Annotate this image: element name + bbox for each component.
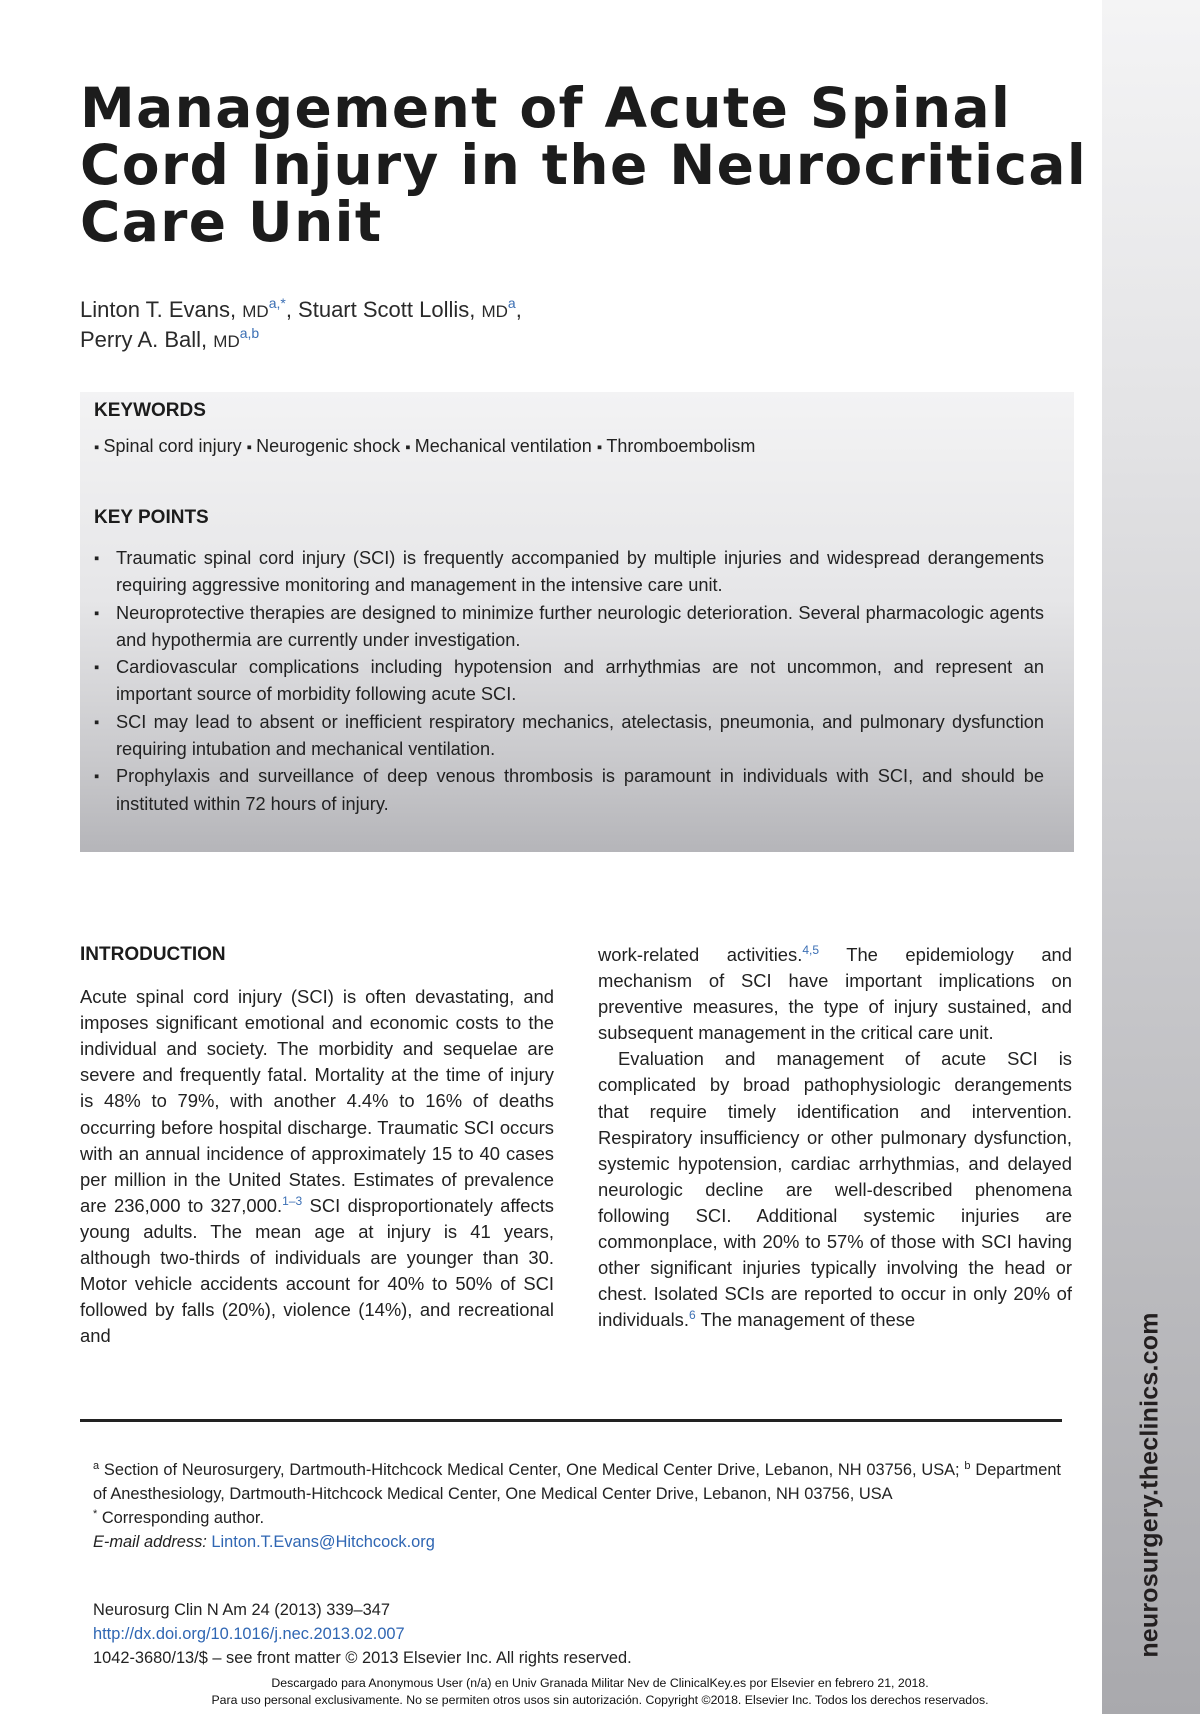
- journal-citation: Neurosurg Clin N Am 24 (2013) 339–347: [93, 1601, 391, 1619]
- body-paragraph: work-related activities.$^{4,5}$ The epidemiology and mechanism of SCI have important implications on preventive measures, the type of injury sustained, and subsequent management in the critical care unit.: [598, 943, 1072, 1044]
- keyword-item: ▪ Thromboembolism: [597, 436, 756, 456]
- author-degree: MD: [213, 332, 240, 351]
- author-list: Linton T. Evans, $MD^{a,*}$, Stuart Scott Lollis, $MD^a$, Perry A. Ball, MD$^{a,b}$: [80, 295, 522, 352]
- footnote-divider: [80, 1419, 1062, 1422]
- key-points-list: [94, 545, 1044, 818]
- author-degree: MD: [242, 302, 269, 321]
- reference-link[interactable]: 1–3: [282, 1193, 303, 1208]
- doi-link[interactable]: http://dx.doi.org/10.1016/j.nec.2013.02.007: [93, 1625, 405, 1643]
- keywords-list: [94, 436, 1054, 457]
- body-paragraph: Evaluation and management of acute SCI is complicated by broad pathophysiologic derangements that require timely identification and intervention. Respiratory insufficiency or other pulmonary dysfunction, systemic hypotension, cardiac arrhythmias, and delayed neurologic decline are well-described phenomena following SCI. Additional systemic injuries are commonplace, with 20% to 57% of those with SCI having other significant injuries typically involving the head or chest. Isolated SCIs are reported to occur in only 20% of individuals.$^6$ The management of these: [598, 1048, 1072, 1331]
- key-point-item: ▪ Cardiovascular complications including hypotension and arrhythmias are not uncommon, and represent an important source of morbidity following acute SCI.: [94, 654, 1044, 709]
- keyword-item: ▪ Mechanical ventilation: [405, 436, 592, 456]
- affiliation-marker[interactable]: a,b: [239, 325, 260, 341]
- download-notice: [0, 1675, 1200, 1709]
- copyright-line: 1042-3680/13/$ – see front matter © 2013 Elsevier Inc. All rights reserved.: [93, 1649, 632, 1667]
- reference-link[interactable]: 6: [688, 1308, 696, 1323]
- key-points-heading: KEY POINTS: [94, 507, 209, 528]
- email-line: [93, 1530, 1061, 1554]
- keyword-item: ▪ Neurogenic shock: [247, 436, 401, 456]
- author-name: Perry A. Ball,: [80, 327, 214, 352]
- keywords-heading: KEYWORDS: [94, 400, 206, 421]
- keyword-item: ▪ Spinal cord injury: [94, 436, 242, 456]
- body-column-right: [598, 942, 1072, 1333]
- affiliation-marker[interactable]: a,*: [268, 295, 286, 311]
- affiliation-footnote: $^a$ Section of Neurosurgery, Dartmouth-Hitchcock Medical Center, One Medical Center Drive, Lebanon, NH 03756, USA; $^b$ Department of Anesthesiology, Dartmouth-Hitchcock Medical Center, One Medical Center Drive, Lebanon, NH 03756, USA: [93, 1460, 1061, 1503]
- key-point-item: ▪ Prophylaxis and surveillance of deep venous thrombosis is paramount in individuals with SCI, and should be instituted within 72 hours of injury.: [94, 763, 1044, 818]
- corresponding-author-note: * Corresponding author.: [93, 1508, 265, 1527]
- email-label: E-mail address:: [93, 1533, 212, 1551]
- journal-website-label: neurosurgery.theclinics.com: [1135, 1312, 1164, 1658]
- download-notice-line: Descargado para Anonymous User (n/a) en Univ Granada Militar Nev de ClinicalKey.es por Elsevier en febrero 21, 2018.: [271, 1676, 929, 1690]
- reference-link[interactable]: 4,5: [802, 943, 820, 957]
- body-column-left: [80, 942, 554, 1349]
- citation-block: [93, 1598, 993, 1670]
- key-point-item: ▪ Traumatic spinal cord injury (SCI) is frequently accompanied by multiple injuries and widespread derangements requiring aggressive monitoring and management in the intensive care unit.: [94, 545, 1044, 600]
- key-point-item: ▪ SCI may lead to absent or inefficient respiratory mechanics, atelectasis, pneumonia, and pulmonary dysfunction requiring intubation and mechanical ventilation.: [94, 709, 1044, 764]
- article-title: Management of Acute Spinal Cord Injury in the Neurocritical Care Unit: [80, 76, 1088, 254]
- introduction-paragraph: Acute spinal cord injury (SCI) is often devastating, and imposes significant emotional and economic costs to the individual and society. The morbidity and sequelae are severe and frequently fatal. Mortality at the time of injury is 48% to 79%, with another 4.4% to 16% of deaths occurring before hospital discharge. Traumatic SCI occurs with an annual incidence of approximately 15 to 40 cases per million in the United States. Estimates of prevalence are 236,000 to 327,000.$^{1-3}$ SCI disproportionately affects young adults. The mean age at injury is 41 years, although two-thirds of individuals are younger than 30. Motor vehicle accidents account for 40% to 50% of SCI followed by falls (20%), violence (14%), and recreational and: [80, 986, 554, 1347]
- author-degree: MD: [481, 302, 508, 321]
- download-notice-line: Para uso personal exclusivamente. No se permiten otros usos sin autorización. Copyright ©2018. Elsevier Inc. Todos los derechos reservados.: [211, 1693, 989, 1707]
- affiliation-marker[interactable]: a: [507, 295, 516, 311]
- author-name: Linton T. Evans,: [80, 297, 243, 322]
- email-link[interactable]: Linton.T.Evans@Hitchcock.org: [211, 1533, 435, 1551]
- key-point-item: ▪ Neuroprotective therapies are designed to minimize further neurologic deterioration. Several pharmacologic agents and hypothermia are currently under investigation.: [94, 600, 1044, 655]
- introduction-heading: INTRODUCTION: [80, 944, 226, 965]
- author-name: , Stuart Scott Lollis,: [285, 297, 482, 322]
- affiliation-footnotes: [93, 1458, 1061, 1554]
